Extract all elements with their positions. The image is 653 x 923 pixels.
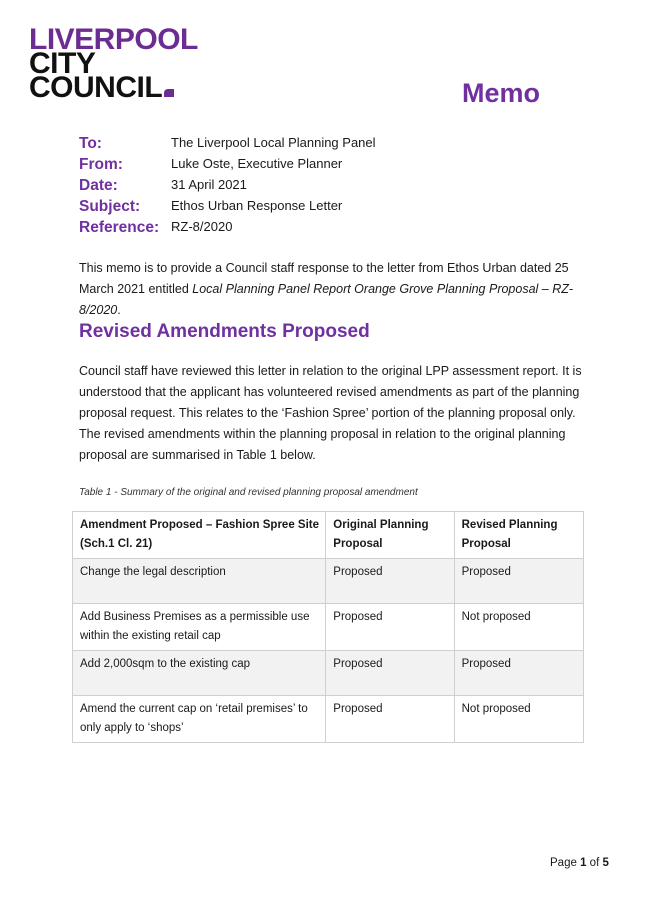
table-header-cell: Revised Planning Proposal [454, 512, 583, 559]
table-cell: Proposed [326, 651, 454, 696]
meta-label: Subject: [79, 198, 141, 215]
table-cell: Proposed [454, 559, 583, 604]
meta-label: From: [79, 156, 123, 173]
table-cell: Proposed [326, 604, 454, 651]
table-cell: Amend the current cap on ‘retail premises’ to only apply to ‘shops’ [73, 696, 326, 743]
page-number [550, 857, 609, 869]
meta-value: The Liverpool Local Planning Panel [171, 135, 376, 150]
intro-paragraph [79, 258, 599, 321]
memo-header-fields [79, 133, 376, 238]
meta-label: Date: [79, 177, 118, 194]
total-pages: 5 [602, 857, 609, 869]
table-row [73, 604, 584, 651]
intro-text-after: . [117, 303, 121, 317]
table-cell: Change the legal description [73, 559, 326, 604]
section-heading: Revised Amendments Proposed [79, 321, 370, 342]
meta-row-from [79, 154, 376, 175]
logo-line-city: CITY [29, 47, 96, 80]
table-cell: Add Business Premises as a permissible use within the existing retail cap [73, 604, 326, 651]
logo-line-council-text: COUNCIL [29, 71, 163, 104]
meta-value: RZ-8/2020 [171, 219, 233, 234]
intro-italic-title: Local Planning Panel Report Orange Grove Planning Proposal – RZ-8/2020 [79, 282, 574, 317]
table-cell: Not proposed [454, 696, 583, 743]
meta-row-subject [79, 196, 376, 217]
meta-value: Ethos Urban Response Letter [171, 198, 343, 213]
table-cell: Proposed [326, 696, 454, 743]
of-word: of [589, 857, 600, 869]
council-logo [29, 23, 198, 104]
table-cell: Not proposed [454, 604, 583, 651]
page-word: Page [550, 857, 577, 869]
amendments-table [72, 511, 584, 743]
meta-label: To: [79, 135, 102, 152]
meta-row-to [79, 133, 376, 154]
current-page: 1 [580, 857, 587, 869]
meta-label: Reference: [79, 219, 160, 236]
intro-text-before: This memo is to provide a Council staff response to the letter from Ethos Urban dated 25 March 2021 entitled [79, 261, 569, 296]
logo-mark-icon [164, 89, 174, 97]
memo-title: Memo [462, 78, 541, 108]
meta-value: Luke Oste, Executive Planner [171, 156, 343, 171]
table-cell: Proposed [454, 651, 583, 696]
table-row [73, 559, 584, 604]
logo-line-council [29, 71, 198, 104]
table-cell: Proposed [326, 559, 454, 604]
table-header-row [73, 512, 584, 559]
table-cell: Add 2,000sqm to the existing cap [73, 651, 326, 696]
body-paragraph: Council staff have reviewed this letter in relation to the original LPP assessment report. It is understood that the applicant has volunteered revised amendments as part of the planning proposal request. This relates to the ‘Fashion Spree’ portion of the planning proposal only. The revised amendments within the planning proposal in relation to the original planning proposal are summarised in Table 1 below. [79, 364, 582, 462]
meta-row-reference [79, 217, 376, 238]
table-header-cell: Original Planning Proposal [326, 512, 454, 559]
table-header-cell: Amendment Proposed – Fashion Spree Site (Sch.1 Cl. 21) [73, 512, 326, 559]
logo-line-liverpool: LIVERPOOL [29, 23, 198, 56]
meta-value: 31 April 2021 [171, 177, 247, 192]
table-row [73, 696, 584, 743]
meta-row-date [79, 175, 376, 196]
table-row [73, 651, 584, 696]
table-caption: Table 1 - Summary of the original and revised planning proposal amendment [79, 487, 418, 498]
